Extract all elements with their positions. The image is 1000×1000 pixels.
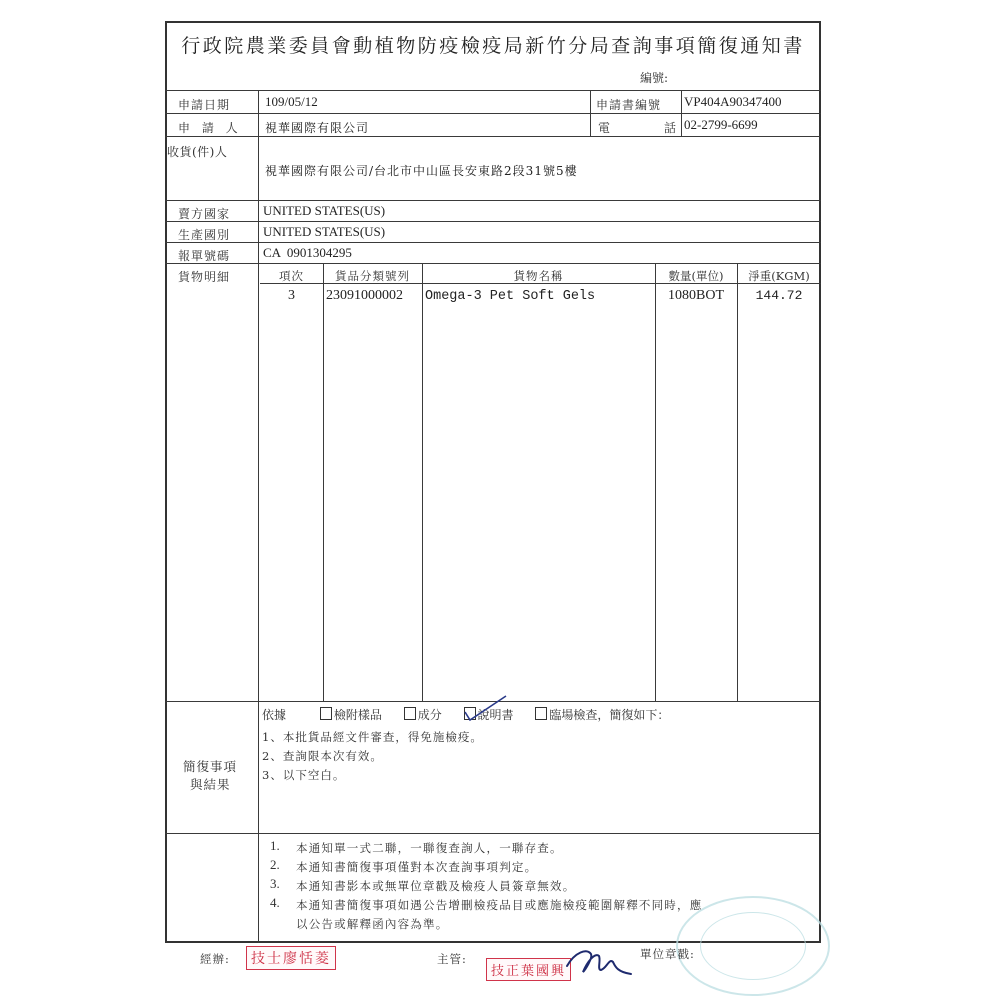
rule [165,242,821,243]
basis-option-onsite[interactable]: 臨場檢查 [535,708,597,722]
basis-option-ingredients[interactable]: 成分 [404,708,442,722]
application-date-value: 109/05/12 [265,94,318,109]
supervisor-stamp: 技正葉國興 [486,958,571,981]
result-label-line2: 與結果 [190,777,231,792]
rule [165,136,821,137]
phone-label-right: 話 [664,121,678,135]
cell-item: 3 [288,288,295,303]
unit-seal-inner [700,912,806,980]
application-no-value: VP404A90347400 [684,94,782,109]
basis-row [262,706,669,723]
form-frame [165,21,821,943]
rule [165,833,821,834]
application-date-label: 申請日期 [178,98,231,112]
supervisor-signature-icon [565,944,635,984]
seller-country-value: UNITED STATES(US) [263,203,386,218]
document-title: 行政院農業委員會動植物防疫檢疫局新竹分局查詢事項簡復通知書 [181,35,805,57]
cell-hs-code: 23091000002 [326,288,403,303]
rule [422,263,423,701]
col-header-quantity: 數量(單位) [668,269,724,283]
note-num-3: 3. [270,876,280,891]
rule [165,200,821,201]
checkbox[interactable] [535,707,547,720]
col-header-item: 項次 [279,269,304,283]
origin-country-label: 生產國別 [178,228,231,242]
consignee-label: 收貨(件)人 [167,145,228,159]
note-text-4-cont: 以公告或解釋函內容為準。 [296,917,449,931]
origin-country-value: UNITED STATES(US) [263,224,386,239]
note-text-1: 本通知單一式二聯，一聯復查詢人，一聯存查。 [296,841,563,855]
result-label-line1: 簡復事項 [183,759,238,774]
note-text-4: 本通知書簡復事項如遇公告增刪檢疫品目或應施檢疫範圍解釋不同時，應 [296,898,703,912]
checkbox[interactable] [320,707,332,720]
declaration-no-label: 報單號碼 [178,249,231,263]
ref-no-label: 編號: [640,71,669,85]
handler-label: 經辦: [200,952,230,966]
note-text-3: 本通知書影本或無單位章戳及檢疫人員簽章無效。 [296,879,576,893]
application-no-label: 申請書編號 [596,98,662,112]
basis-option-manual[interactable]: 說明書 [464,708,518,722]
note-num-4: 4. [270,895,280,910]
rule [165,90,821,91]
result-line-3: 3、以下空白。 [262,768,346,782]
rule [737,263,738,701]
col-header-net-weight: 淨重(KGM) [748,269,810,283]
result-line-2: 2、查詢限本次有效。 [262,749,383,763]
cell-name: Omega-3 Pet Soft Gels [425,289,596,304]
phone-label-left: 電 [598,121,612,135]
applicant-label: 申 請 人 [178,121,242,135]
rule [165,113,821,114]
note-text-2: 本通知書簡復事項僅對本次查詢事項判定。 [296,860,538,874]
col-header-name: 貨物名稱 [513,269,564,283]
rule [590,90,591,137]
cell-net-weight: 144.72 [755,288,803,303]
checkbox[interactable] [404,707,416,720]
result-line-1: 1、本批貨品經文件審查，得免施檢疫。 [262,730,483,744]
supervisor-label: 主管: [437,952,467,966]
basis-option-sample[interactable]: 檢附樣品 [320,708,382,722]
rule [681,90,682,137]
unit-seal-label: 單位章戳: [640,947,695,961]
cell-quantity: 1080BOT [668,288,724,303]
col-header-hs-code: 貨品分類號列 [335,269,410,283]
rule [655,263,656,701]
note-num-1: 1. [270,838,280,853]
applicant-value: 視華國際有限公司 [265,121,370,135]
basis-label: 依據 [262,708,287,722]
checkmark-icon [462,694,508,724]
rule [258,90,259,137]
declaration-no-value: CA 0901304295 [263,245,352,260]
consignee-value: 視華國際有限公司/台北市中山區長安東路2段31號5樓 [265,164,578,178]
rule [165,263,821,264]
goods-label: 貨物明細 [178,270,231,284]
phone-value: 02-2799-6699 [684,117,758,132]
rule [323,263,324,701]
handler-stamp: 技士廖恬菱 [246,946,336,970]
note-num-2: 2. [270,857,280,872]
basis-suffix: ，簡復如下： [597,708,670,722]
rule [165,221,821,222]
seller-country-label: 賣方國家 [178,207,231,221]
rule [258,136,259,943]
